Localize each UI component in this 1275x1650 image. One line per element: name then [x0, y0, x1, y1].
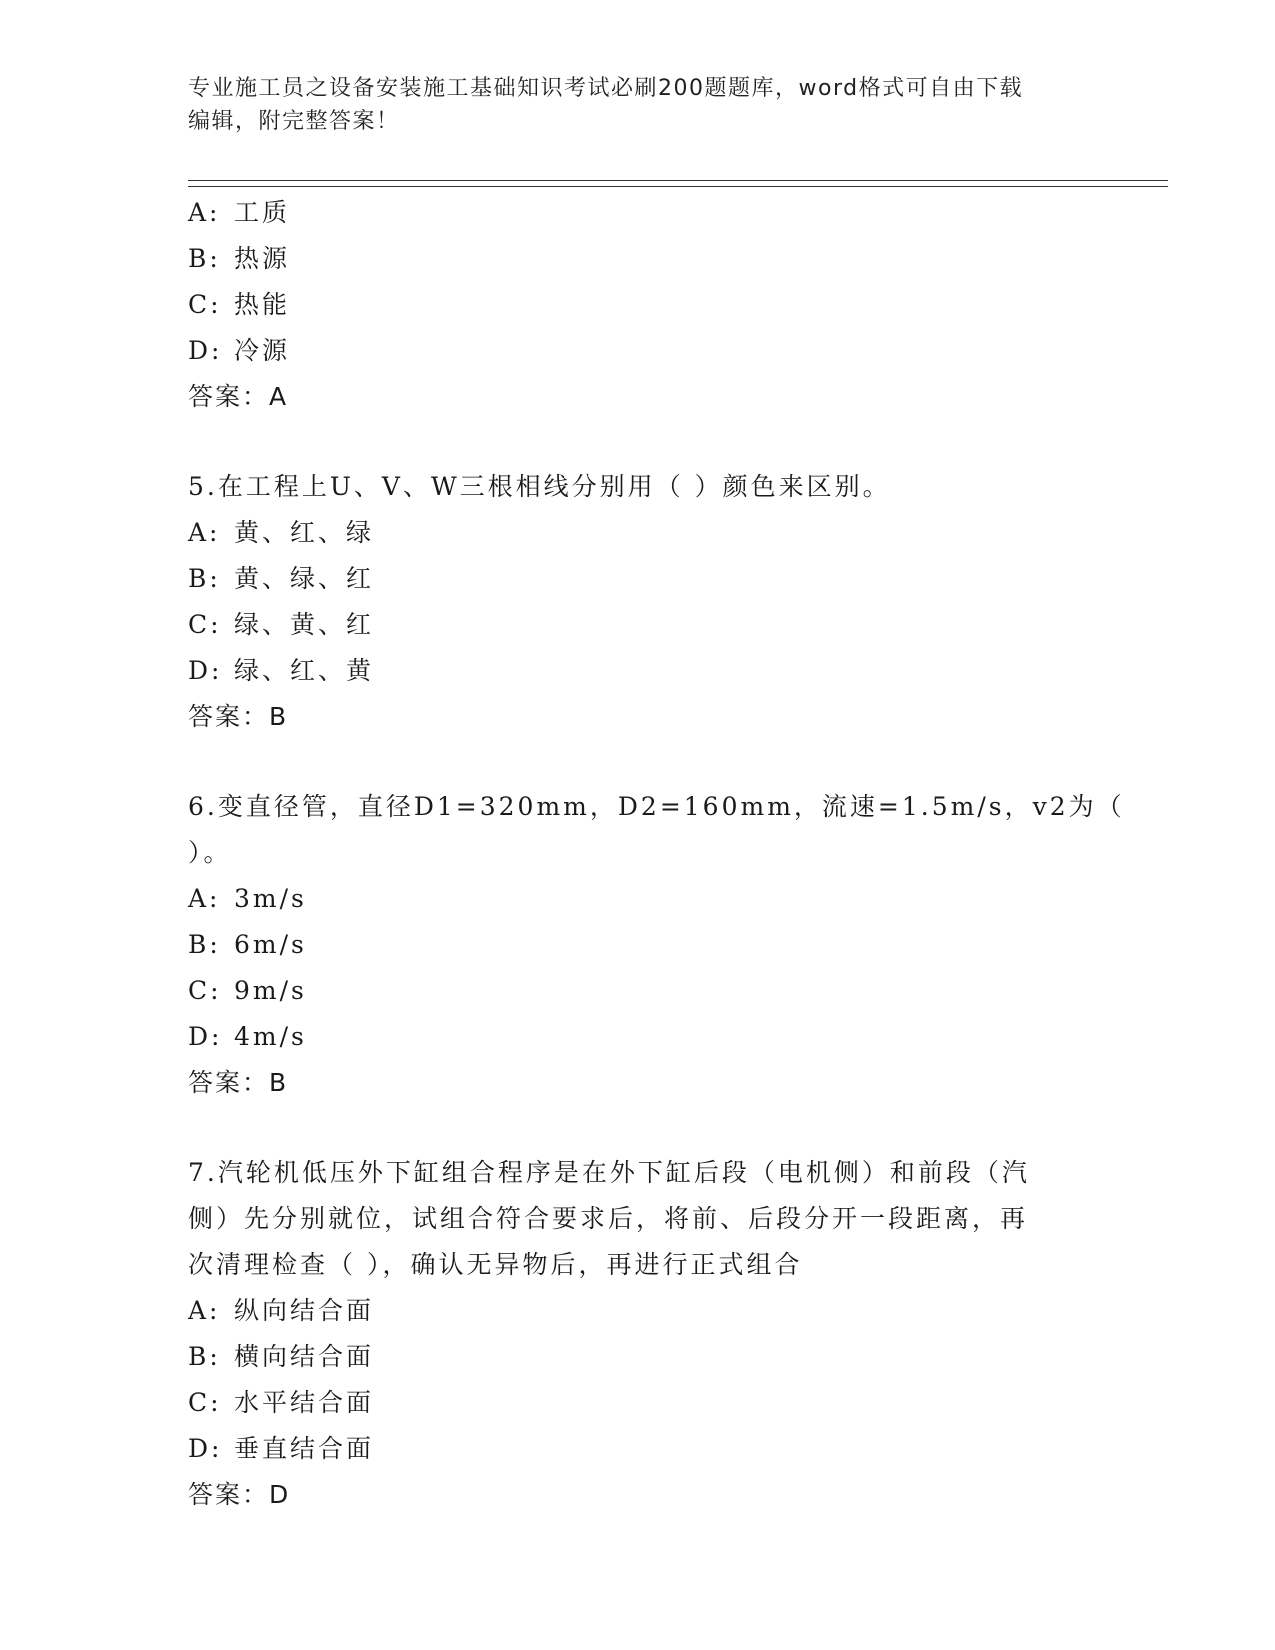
answer-line: 答案：B — [188, 702, 289, 731]
option-d — [188, 1426, 1168, 1472]
option-label: D: — [188, 1434, 223, 1463]
option-b — [188, 922, 1168, 968]
option-c — [188, 968, 1168, 1014]
option-text: 6m/s — [234, 930, 307, 959]
spacer — [188, 740, 1168, 784]
option-label: A: — [188, 198, 221, 227]
option-c — [188, 1380, 1168, 1426]
option-d — [188, 648, 1168, 694]
question-5 — [188, 464, 1168, 740]
question-7 — [188, 1150, 1168, 1518]
header-line-2: 编辑，附完整答案！ — [188, 109, 400, 134]
question-text-line-2: 侧）先分别就位，试组合符合要求后，将前、后段分开一段距离，再 — [188, 1204, 1029, 1233]
option-text: 4m/s — [234, 1022, 307, 1051]
option-text: 黄、绿、红 — [234, 564, 375, 593]
spacer — [188, 1106, 1168, 1150]
question-text-line-3: 次清理检查（ ），确认无异物后，再进行正式组合 — [188, 1250, 803, 1279]
option-text: 3m/s — [234, 884, 307, 913]
question-text-line-1: 7.汽轮机低压外下缸组合程序是在外下缸后段（电机侧）和前段（汽 — [188, 1158, 1030, 1187]
option-label: C: — [188, 976, 222, 1005]
option-a — [188, 1288, 1168, 1334]
option-text: 垂直结合面 — [234, 1434, 375, 1463]
option-text: 水平结合面 — [234, 1388, 375, 1417]
document-header — [188, 72, 1068, 138]
option-label: D: — [188, 1022, 223, 1051]
option-text: 横向结合面 — [234, 1342, 375, 1371]
option-d — [188, 328, 1168, 374]
option-d — [188, 1014, 1168, 1060]
question-6 — [188, 784, 1168, 1106]
option-text: 绿、黄、红 — [234, 610, 375, 639]
option-label: A: — [188, 884, 221, 913]
option-label: C: — [188, 290, 222, 319]
spacer — [188, 420, 1168, 464]
option-label: B: — [188, 564, 221, 593]
option-c — [188, 602, 1168, 648]
option-text: 黄、红、绿 — [234, 518, 375, 547]
option-text: 工质 — [234, 198, 291, 227]
option-b — [188, 1334, 1168, 1380]
option-b — [188, 556, 1168, 602]
question-list — [188, 190, 1168, 1518]
option-a — [188, 190, 1168, 236]
option-text: 纵向结合面 — [234, 1296, 375, 1325]
option-label: B: — [188, 244, 221, 273]
option-text: 热源 — [234, 244, 291, 273]
option-label: C: — [188, 610, 222, 639]
option-label: A: — [188, 518, 221, 547]
option-text: 冷源 — [234, 336, 291, 365]
option-a — [188, 876, 1168, 922]
answer-line: 答案：D — [188, 1480, 291, 1509]
option-text: 热能 — [234, 290, 291, 319]
option-label: D: — [188, 336, 223, 365]
option-label: B: — [188, 930, 221, 959]
option-b — [188, 236, 1168, 282]
option-a — [188, 510, 1168, 556]
answer-line: 答案：B — [188, 1068, 289, 1097]
answer-line: 答案：A — [188, 382, 289, 411]
option-label: C: — [188, 1388, 222, 1417]
option-label: A: — [188, 1296, 221, 1325]
option-label: B: — [188, 1342, 221, 1371]
option-text: 9m/s — [234, 976, 307, 1005]
header-line-1: 专业施工员之设备安装施工基础知识考试必刷200题题库，word格式可自由下载 — [188, 76, 1024, 101]
question-text: 6.变直径管，直径D1=320mm，D2=160mm，流速=1.5m/s，v2为（ ）。 — [188, 792, 1125, 867]
option-label: D: — [188, 656, 223, 685]
header-double-rule — [188, 180, 1168, 187]
question-4-partial — [188, 190, 1168, 420]
option-c — [188, 282, 1168, 328]
option-text: 绿、红、黄 — [234, 656, 375, 685]
question-text: 5.在工程上U、V、W三根相线分别用（ ）颜色来区别。 — [188, 472, 891, 501]
